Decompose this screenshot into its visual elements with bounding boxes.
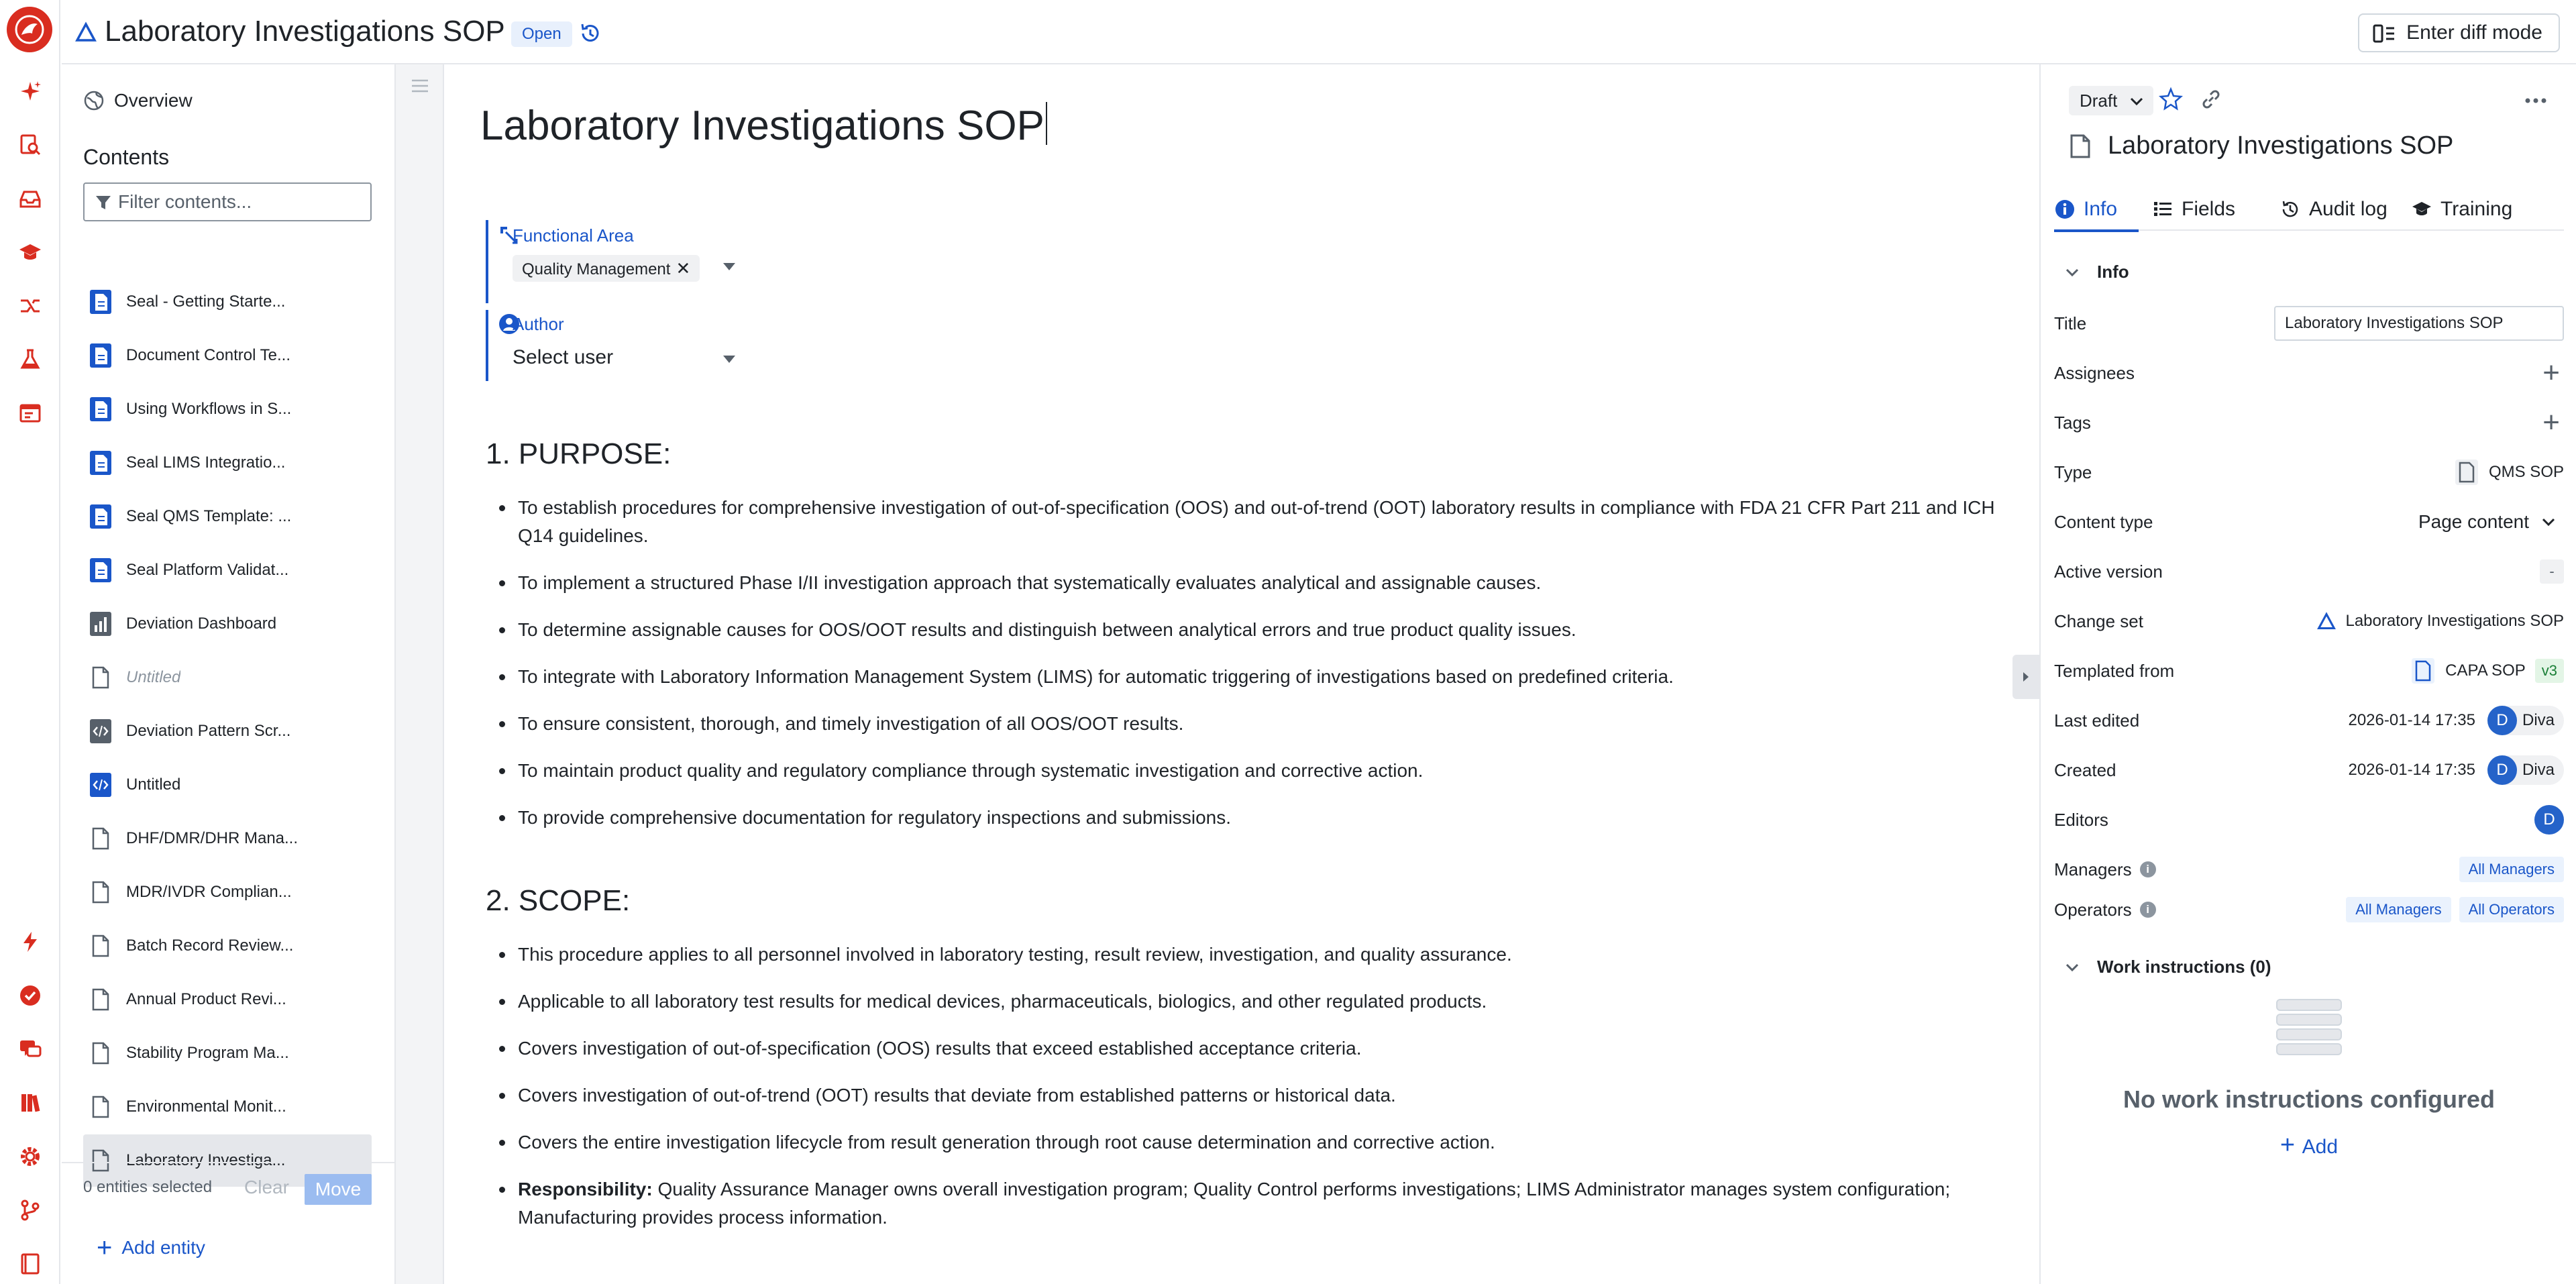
list-item: Covers the entire investigation lifecycle from result generation through root cause determination and corrective action. <box>486 1128 1995 1157</box>
add-tag-icon[interactable]: + <box>2542 406 2560 439</box>
work-instructions-toggle[interactable] <box>2063 957 2271 977</box>
section-heading-scope: 2. SCOPE: <box>486 884 631 917</box>
list-item: To establish procedures for comprehensive investigation of out-of-specification (OOS) and out-of-trend (OOT) laboratory results in compliance with FDA 21 CFR Part 211 and ICH Q14 guidelines. <box>486 494 1995 550</box>
author-label: Author <box>513 314 564 334</box>
avatar[interactable]: D <box>2534 805 2564 835</box>
active-version-value: - <box>2540 559 2564 584</box>
page-title-text[interactable]: Laboratory Investigations SOP <box>480 103 1044 149</box>
change-set-label: Change set <box>2054 610 2143 631</box>
tab-info[interactable] <box>2054 188 2139 231</box>
list-item: This procedure applies to all personnel involved in laboratory testing, result review, investigation, and quality assurance. <box>486 941 1995 969</box>
created-value: 2026-01-14 17:35 <box>2348 761 2475 779</box>
sidebar-tree-item-label: Annual Product Revi... <box>126 990 286 1008</box>
status-badge: Open <box>511 21 572 47</box>
app-logo[interactable] <box>7 7 52 52</box>
document-icon <box>2069 133 2092 159</box>
property-operators <box>2054 890 2564 930</box>
tab-training-label: Training <box>2440 198 2513 220</box>
functional-area-label: Functional Area <box>513 225 634 246</box>
content-type-select[interactable] <box>2418 511 2564 533</box>
document-outline-icon <box>87 664 114 691</box>
add-entity-button[interactable] <box>97 1233 205 1263</box>
info-section-label: Info <box>2097 262 2129 282</box>
diff-button-label: Enter diff mode <box>2406 21 2542 44</box>
sidebar-tree-item[interactable] <box>83 544 372 596</box>
content-type-value: Page content <box>2418 511 2529 532</box>
lightning-icon[interactable] <box>17 928 44 955</box>
library-icon[interactable] <box>17 1089 44 1116</box>
assignees-label: Assignees <box>2054 362 2135 383</box>
filter-contents-input[interactable] <box>118 191 360 213</box>
qms-document-icon <box>2454 458 2479 486</box>
document-outline-icon <box>87 932 114 959</box>
info-icon[interactable]: i <box>2140 902 2156 918</box>
user-name: Diva <box>2522 761 2555 779</box>
sidebar-tree-item[interactable] <box>83 920 372 972</box>
responsibility-item <box>486 1175 1995 1232</box>
list-icon <box>2152 199 2174 220</box>
property-content-type <box>2054 502 2564 542</box>
panel-tabs <box>2054 188 2564 231</box>
sidebar-tree-item[interactable] <box>83 705 372 757</box>
sidebar-tree-item-label: Laboratory Investiga... <box>126 1151 286 1169</box>
sidebar-tree-item[interactable] <box>83 866 372 918</box>
property-type <box>2054 452 2564 492</box>
empty-list-icon <box>2275 998 2343 1059</box>
operators-tag[interactable]: All Managers <box>2346 897 2451 922</box>
template-document-icon <box>2410 657 2436 685</box>
list-item: Applicable to all laboratory test results for medical devices, pharmaceuticals, biologics, and other regulated products. <box>486 987 1995 1016</box>
property-change-set <box>2054 601 2564 641</box>
graduation-cap-icon <box>2411 199 2432 220</box>
sidebar-tree-item-label: Untitled <box>126 775 181 794</box>
chevron-down-icon[interactable] <box>723 356 735 363</box>
responsibility-text: Quality Assurance Manager owns overall investigation program; Quality Control performs investigations; LIMS Administrator manages system configuration; Manufacturing provides process information. <box>518 1179 1951 1228</box>
property-active-version <box>2054 551 2564 592</box>
tags-label: Tags <box>2054 412 2091 433</box>
plus-icon: + <box>2279 1131 2302 1159</box>
filter-contents-field[interactable] <box>83 182 372 221</box>
avatar: D <box>2487 706 2517 735</box>
history-icon <box>2279 199 2301 220</box>
text-caret <box>1046 102 1047 145</box>
sidebar-tree-item[interactable] <box>83 973 372 1026</box>
list-item: To maintain product quality and regulatory compliance through systematic investigation and corrective action. <box>486 757 1995 785</box>
sparkle-icon[interactable] <box>17 78 44 105</box>
property-templated-from <box>2054 651 2564 691</box>
property-assignees <box>2054 353 2564 393</box>
scope-list <box>486 941 1995 1250</box>
move-button[interactable]: Move <box>305 1174 372 1205</box>
flask-icon[interactable] <box>17 346 44 373</box>
panel-document-title <box>2069 131 2453 160</box>
document-outline-icon <box>87 879 114 906</box>
enter-diff-mode-button[interactable] <box>2358 13 2560 52</box>
created-label: Created <box>2054 759 2116 780</box>
inbox-icon[interactable] <box>17 185 44 212</box>
title-label: Title <box>2054 313 2087 333</box>
chevron-down-icon <box>2129 94 2144 109</box>
git-branch-icon[interactable] <box>17 1197 44 1224</box>
top-bar <box>62 0 2576 64</box>
globe-icon <box>83 90 105 111</box>
filter-icon <box>94 193 113 212</box>
sidebar-tree-item[interactable] <box>83 437 372 489</box>
sidebar-tree-item-label: Using Workflows in S... <box>126 400 292 418</box>
section-heading-purpose: 1. PURPOSE: <box>486 437 672 470</box>
user-chip[interactable] <box>2487 755 2564 785</box>
chevron-down-icon <box>2063 264 2081 281</box>
sidebar-tree-item[interactable] <box>83 759 372 811</box>
document-outline-icon <box>87 825 114 852</box>
sidebar-tree-item[interactable] <box>83 1081 372 1133</box>
document-icon <box>87 288 114 315</box>
sidebar-tree-item-label: Seal LIMS Integratio... <box>126 453 286 472</box>
add-assignee-icon[interactable]: + <box>2542 356 2560 389</box>
editors-label: Editors <box>2054 809 2108 830</box>
sidebar-tree-item[interactable] <box>83 383 372 435</box>
sidebar-tree-item-label: Document Control Te... <box>126 346 291 364</box>
sidebar-tree-item-label: Batch Record Review... <box>126 937 294 955</box>
selected-count: 0 entities selected <box>83 1178 213 1196</box>
sidebar-tree-item-label: Environmental Monit... <box>126 1098 286 1116</box>
plus-icon: + <box>97 1233 113 1263</box>
sidebar-tree-item[interactable] <box>83 329 372 382</box>
version-select[interactable] <box>2069 86 2153 115</box>
remove-chip-icon[interactable]: ✕ <box>676 258 691 278</box>
functional-area-chip[interactable] <box>513 255 700 282</box>
sidebar-tree-item[interactable] <box>83 276 372 328</box>
document-title: Laboratory Investigations SOP <box>105 15 505 48</box>
property-created <box>2054 750 2564 790</box>
chevron-down-icon <box>2541 515 2556 529</box>
sidebar-tree-item-label: Deviation Dashboard <box>126 614 277 633</box>
document-editor <box>444 64 2039 1284</box>
tab-info-label: Info <box>2084 198 2118 220</box>
version-select-label: Draft <box>2080 91 2118 111</box>
tab-fields-label: Fields <box>2182 198 2236 220</box>
sidebar-tree-item-label: Untitled <box>126 668 181 686</box>
code-icon <box>87 771 114 798</box>
chat-icon[interactable] <box>17 1036 44 1063</box>
link-icon[interactable] <box>2198 86 2224 113</box>
browser-window-icon[interactable] <box>17 400 44 427</box>
clear-button[interactable]: Clear <box>244 1177 289 1197</box>
managers-tag[interactable]: All Managers <box>2459 857 2564 882</box>
search-document-icon[interactable] <box>17 131 44 158</box>
active-version-label: Active version <box>2054 561 2163 582</box>
tab-audit-log-label: Audit log <box>2309 198 2387 220</box>
responsibility-label: Responsibility: <box>518 1179 653 1199</box>
info-icon <box>2054 199 2076 220</box>
change-set-icon <box>75 21 97 43</box>
details-panel <box>2039 64 2576 1284</box>
document-outline-icon <box>87 1040 114 1067</box>
add-work-instruction-button[interactable] <box>2041 1131 2576 1160</box>
graduation-cap-icon[interactable] <box>17 239 44 266</box>
sidebar-collapse-strip[interactable] <box>396 64 444 1284</box>
document-icon <box>87 396 114 423</box>
list-item: Covers investigation of out-of-trend (OOT) results that deviate from established patterns or historical data. <box>486 1081 1995 1110</box>
book-icon[interactable] <box>17 1250 44 1277</box>
sidebar-tree-item[interactable] <box>83 598 372 650</box>
functional-area-field[interactable] <box>486 220 888 303</box>
avatar: D <box>2487 755 2517 785</box>
title-input[interactable] <box>2274 306 2564 341</box>
tab-audit-log[interactable] <box>2279 188 2387 231</box>
author-field[interactable] <box>486 310 888 381</box>
document-icon <box>87 449 114 476</box>
sidebar-tree-item-label: Seal Platform Validat... <box>126 561 289 579</box>
check-circle-icon[interactable] <box>17 982 44 1009</box>
sidebar-tree-item[interactable] <box>83 651 372 704</box>
document-outline-icon <box>87 986 114 1013</box>
work-instructions-heading: Work instructions (0) <box>2097 957 2271 977</box>
document-icon <box>87 342 114 369</box>
add-entity-label: Add entity <box>121 1237 205 1258</box>
hamburger-icon[interactable] <box>408 74 432 98</box>
seal-logo-icon <box>12 12 47 47</box>
author-select[interactable]: Select user <box>513 346 614 368</box>
workflow-icon[interactable] <box>17 292 44 319</box>
chevron-down-icon[interactable] <box>723 263 735 270</box>
change-set-link[interactable] <box>2317 612 2564 631</box>
templated-from-label: Templated from <box>2054 660 2175 681</box>
sidebar-tree-item-label: Deviation Pattern Scr... <box>126 722 291 740</box>
list-item: To ensure consistent, thorough, and timely investigation of all OOS/OOT results. <box>486 710 1995 738</box>
work-instructions-empty-text: No work instructions configured <box>2123 1085 2496 1113</box>
templated-from-value[interactable]: CAPA SOP <box>2445 661 2526 680</box>
selection-bar <box>62 1162 396 1214</box>
panel-toggle-button[interactable] <box>2012 655 2039 699</box>
last-edited-label: Last edited <box>2054 710 2140 731</box>
property-last-edited <box>2054 700 2564 741</box>
info-icon[interactable]: i <box>2140 861 2156 877</box>
list-item: To integrate with Laboratory Information Management System (LIMS) for automatic triggering of investigations based on predefined criteria. <box>486 663 1995 691</box>
list-item: To provide comprehensive documentation for regulatory inspections and submissions. <box>486 804 1995 832</box>
more-options-icon[interactable] <box>2522 87 2549 114</box>
list-item: Covers investigation of out-of-specification (OOS) results that exceed established acceptance criteria. <box>486 1034 1995 1063</box>
diff-icon <box>2373 23 2396 44</box>
change-set-icon <box>2317 612 2336 631</box>
property-title <box>2054 303 2564 343</box>
page-title[interactable] <box>480 102 1047 150</box>
sidebar-tree-item-label: Stability Program Ma... <box>126 1044 289 1062</box>
overview-link[interactable] <box>83 87 193 114</box>
type-value: QMS SOP <box>2488 463 2564 481</box>
tab-fields[interactable] <box>2152 188 2235 231</box>
property-managers <box>2054 849 2564 890</box>
last-edited-value: 2026-01-14 17:35 <box>2348 711 2475 729</box>
functional-area-value: Quality Management <box>522 260 671 278</box>
user-name: Diva <box>2522 711 2555 729</box>
document-icon <box>87 557 114 584</box>
icon-rail <box>0 0 60 1284</box>
contents-sidebar <box>62 64 396 1284</box>
content-type-label: Content type <box>2054 511 2153 532</box>
star-icon[interactable] <box>2157 86 2184 113</box>
tab-training[interactable] <box>2411 188 2512 231</box>
overview-label: Overview <box>114 90 193 111</box>
change-set-value: Laboratory Investigations SOP <box>2345 612 2564 630</box>
chevron-right-icon <box>2021 671 2031 683</box>
property-tags <box>2054 403 2564 443</box>
user-chip[interactable] <box>2487 706 2564 735</box>
operators-tag[interactable]: All Operators <box>2459 897 2564 922</box>
document-outline-icon <box>87 1093 114 1120</box>
type-label: Type <box>2054 462 2092 482</box>
sidebar-tree-item-label: DHF/DMR/DHR Mana... <box>126 829 299 847</box>
sidebar-tree-item-label: Seal - Getting Starte... <box>126 292 286 311</box>
panel-document-title-text: Laboratory Investigations SOP <box>2108 131 2454 160</box>
add-work-instruction-label: Add <box>2302 1136 2339 1158</box>
sidebar-tree-item[interactable] <box>83 490 372 543</box>
info-section-toggle[interactable] <box>2063 262 2129 282</box>
purpose-list <box>486 494 1995 851</box>
history-icon[interactable] <box>577 20 604 47</box>
sidebar-tree-item-label: Seal QMS Template: ... <box>126 507 292 525</box>
template-version-badge: v3 <box>2535 659 2564 683</box>
code-icon <box>87 718 114 745</box>
document-icon <box>87 503 114 530</box>
managers-label: Managers <box>2054 859 2132 879</box>
list-item: To implement a structured Phase I/II investigation approach that systematically evaluates analytical and assignable causes. <box>486 569 1995 597</box>
dashboard-icon <box>87 610 114 637</box>
operators-label: Operators <box>2054 899 2132 920</box>
chevron-down-icon <box>2063 959 2081 976</box>
settings-gear-icon[interactable] <box>17 1143 44 1170</box>
list-item: To determine assignable causes for OOS/OOT results and distinguish between analytical errors and true product quality issues. <box>486 616 1995 644</box>
sidebar-tree-item[interactable] <box>83 1027 372 1079</box>
sidebar-tree-item[interactable] <box>83 812 372 865</box>
contents-heading: Contents <box>83 145 170 169</box>
sidebar-tree-item-label: MDR/IVDR Complian... <box>126 883 292 901</box>
property-editors <box>2054 800 2564 840</box>
